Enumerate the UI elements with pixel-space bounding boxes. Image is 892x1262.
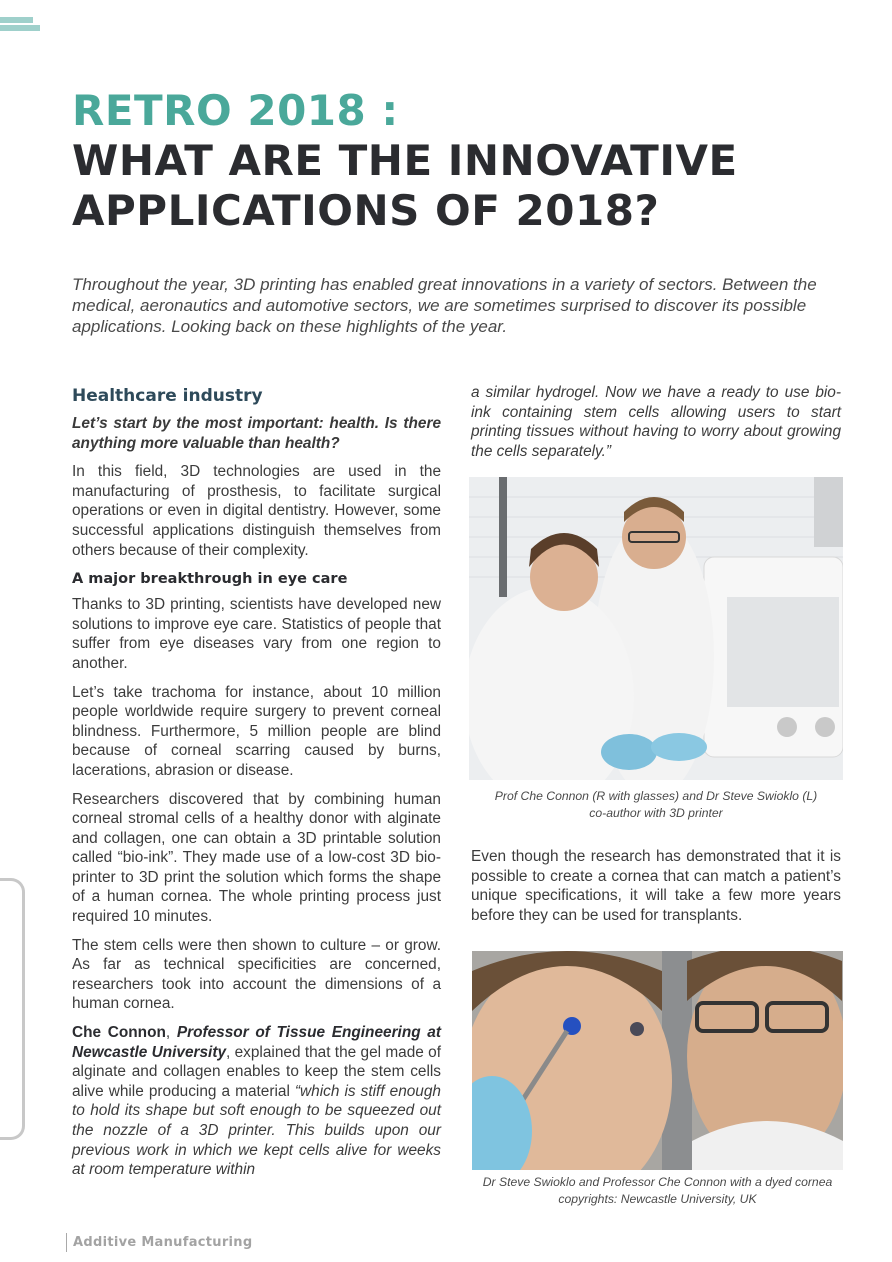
quote-paragraph: [72, 1023, 441, 1180]
caption-line: co-author with 3D printer: [589, 806, 723, 820]
figure-caption: [472, 1174, 843, 1208]
title-kicker: RETRO 2018 :: [72, 86, 399, 135]
quote-text: “which is stiff enough to hold its shape but soft enough to be squeezed out the nozzle of a 3D printer. This builds upon our previous work in which we kept cells alive for weeks at room temperature within: [72, 1082, 441, 1179]
decorative-side-bracket: [0, 878, 25, 1140]
body-paragraph: Even though the research has demonstrated that it is possible to create a cornea that can match a patient’s unique specifications, it will take a few more years before they can be used for transplants.: [471, 848, 841, 924]
body-text: , explained that the gel made of alginate and collagen enables to keep the stem cells alive while producing a material: [72, 1043, 442, 1100]
title-line: APPLICATIONS OF 2018?: [72, 186, 660, 235]
caption-line: copyrights: Newcastle University, UK: [558, 1192, 757, 1206]
person-role: Professor of Tissue Engineering at Newcastle University: [72, 1024, 441, 1061]
section-heading: Healthcare industry: [72, 386, 263, 406]
photo-researchers-with-printer: [469, 477, 843, 780]
body-paragraph: Researchers discovered that by combining human corneal stromal cells of a healthy donor with alginate and collagen, one can obtain a 3D printable solution called “bio-ink”. They made use of a low-cost 3D bio-printer to 3D print the solution which forms the shape of a human cornea. The whole printing process just required 10 minutes.: [72, 790, 441, 926]
article-column-left: [72, 384, 441, 1189]
caption-line: Prof Che Connon (R with glasses) and Dr Steve Swioklo (L): [494, 789, 818, 803]
subheading: A major breakthrough in eye care: [72, 571, 348, 588]
body-paragraph: In this field, 3D technologies are used in the manufacturing of prosthesis, to facilitate surgical operations or even in digital dentistry. However, some successful applications distinguish themselves from others because of their complexity.: [72, 463, 441, 559]
photo-illustration: [472, 951, 843, 1170]
caption-line: Dr Steve Swioklo and Professor Che Connon with a dyed cornea: [482, 1175, 833, 1189]
lead-paragraph: Let’s start by the most important: health. Is there anything more valuable than health?: [72, 415, 441, 452]
decorative-bar: [0, 17, 33, 23]
person-name: Che Connon: [72, 1024, 166, 1042]
intro-paragraph: Throughout the year, 3D printing has enabled great innovations in a variety of sectors. Between the medical, aeronautics and automotive sectors, we are sometimes surprised to discover its possible applications. Looking back on these highlights of the year.: [72, 275, 817, 336]
title-line: WHAT ARE THE INNOVATIVE: [72, 136, 738, 185]
photo-dyed-cornea: [472, 951, 843, 1170]
separator: ,: [165, 1024, 177, 1042]
body-paragraph: Let’s take trachoma for instance, about 10 million people worldwide require surgery to prevent corneal blindness. Furthermore, 5 million people are blind because of corneal scarring caused by burns, lacerations, abrasion or disease.: [72, 683, 441, 779]
decorative-bar: [0, 25, 40, 31]
quote-continuation: a similar hydrogel. Now we have a ready to use bio-ink containing stem cells allowing users to start printing tissues without having to worry about growing the cells separately.”: [471, 384, 841, 460]
figure-caption: [469, 788, 843, 822]
body-paragraph: The stem cells were then shown to culture – or grow. As far as technical specificities are concerned, researchers took into account the dimensions of a human cornea.: [72, 936, 441, 1013]
body-paragraph: Thanks to 3D printing, scientists have developed new solutions to improve eye care. Statistics of people that suffer from eye diseases vary from one region to another.: [72, 596, 441, 672]
photo-illustration: [469, 477, 843, 780]
footer-publication-label: Additive Manufacturing: [66, 1233, 252, 1252]
article-column-right: [471, 383, 841, 470]
page-title: [72, 86, 832, 236]
